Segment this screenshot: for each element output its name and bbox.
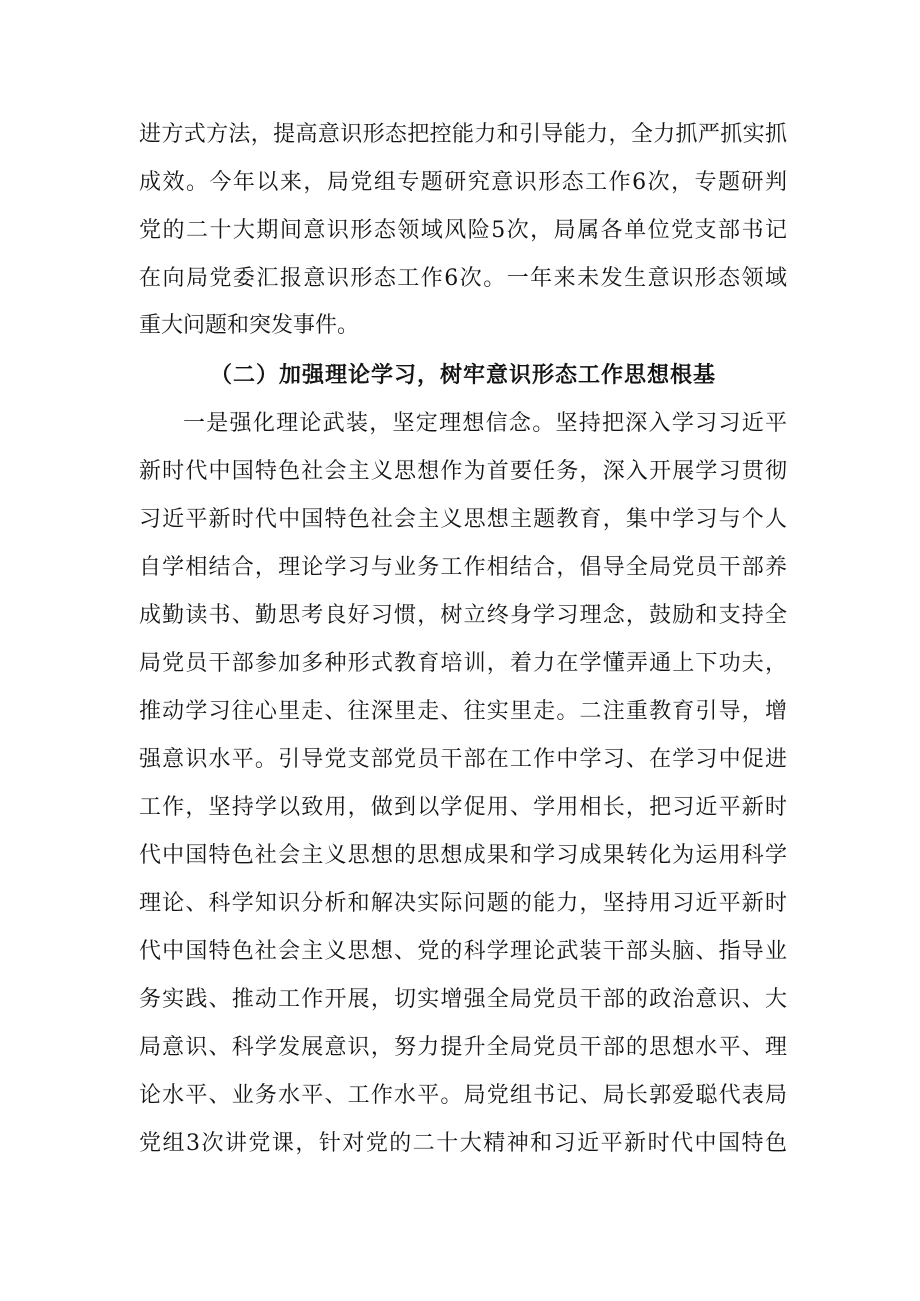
paragraph-line: 代中国特色社会主义思想的思想成果和学习成果转化为运用科学	[139, 843, 787, 868]
paragraph-line: 务实践、推动工作开展，切实增强全局党员干部的政治意识、大	[139, 987, 787, 1012]
section-heading: （二）加强理论学习，树牢意识形态工作思想根基	[209, 363, 716, 388]
paragraph-line: 强意识水平。引导党支部党员干部在工作中学习、在学习中促进	[139, 747, 787, 772]
paragraph-line: 论水平、业务水平、工作水平。局党组书记、局长郭爱聪代表局	[139, 1083, 787, 1108]
paragraph-line: 局意识、科学发展意识，努力提升全局党员干部的思想水平、理	[139, 1035, 787, 1060]
paragraph-line: 自学相结合，理论学习与业务工作相结合，倡导全局党员干部养	[139, 555, 787, 580]
paragraph-line: 习近平新时代中国特色社会主义思想主题教育，集中学习与个人	[139, 507, 787, 532]
paragraph-line: 局党员干部参加多种形式教育培训，着力在学懂弄通上下功夫，	[139, 651, 787, 676]
paragraph-line: 新时代中国特色社会主义思想作为首要任务，深入开展学习贯彻	[139, 459, 787, 484]
paragraph-line: 工作，坚持学以致用，做到以学促用、学用相长，把习近平新时	[139, 795, 787, 820]
paragraph-line: 党的二十大期间意识形态领域风险5次，局属各单位党支部书记	[139, 218, 787, 243]
paragraph-line: 代中国特色社会主义思想、党的科学理论武装干部头脑、指导业	[139, 939, 787, 964]
paragraph-line: 在向局党委汇报意识形态工作6次。一年来未发生意识形态领域	[139, 266, 787, 291]
paragraph-line: 重大问题和突发事件。	[139, 313, 360, 338]
paragraph-line: 进方式方法，提高意识形态把控能力和引导能力，全力抓严抓实抓	[139, 122, 787, 147]
paragraph-line: 成效。今年以来，局党组专题研究意识形态工作6次，专题研判	[139, 170, 787, 195]
paragraph-line: 一是强化理论武装，坚定理想信念。坚持把深入学习习近平	[183, 411, 787, 436]
paragraph-line: 成勤读书、勤思考良好习惯，树立终身学习理念，鼓励和支持全	[139, 603, 787, 628]
paragraph-line: 党组3次讲党课，针对党的二十大精神和习近平新时代中国特色	[139, 1131, 787, 1156]
paragraph-line: 理论、科学知识分析和解决实际问题的能力，坚持用习近平新时	[139, 891, 787, 916]
paragraph-line: 推动学习往心里走、往深里走、往实里走。二注重教育引导，增	[139, 699, 787, 724]
